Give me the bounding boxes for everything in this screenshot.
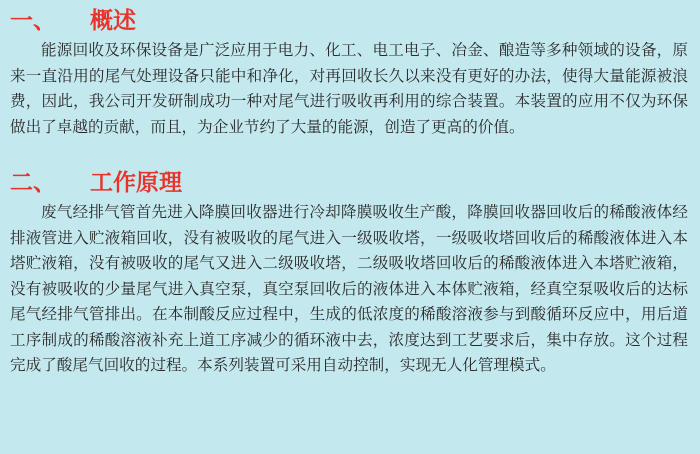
section-number: 二、	[10, 170, 56, 196]
section-title-text: 工作原理	[90, 170, 182, 196]
section-heading-overview	[10, 6, 690, 36]
section-heading-principle	[10, 168, 690, 198]
section-body-overview: 能源回收及环保设备是广泛应用于电力、化工、电工电子、冶金、酿造等多种领域的设备，原来一直沿用的尾气处理设备只能中和净化，对再回收长久以来没有更好的办法，使得大量能源被浪费，因此，我公司开发研制成功一种对尾气进行吸收再利用的综合装置。本装置的应用不仅为环保做出了卓越的贡献，而且，为企业节约了大量的能源，创造了更高的价值。	[10, 41, 688, 136]
section-working-principle	[10, 168, 690, 379]
section-overview	[10, 6, 690, 140]
section-body-principle: 废气经排气管首先进入降膜回收器进行冷却降膜吸收生产酸，降膜回收器回收后的稀酸液体经排液管进入贮液箱回收，没有被吸收的尾气进入一级吸收塔，一级吸收塔回收后的稀酸液体进入本塔贮液箱，没有被吸收的尾气又进入二级吸收塔，二级吸收塔回收后的稀酸液体进入本塔贮液箱，没有被吸收的少量尾气进入真空泵，真空泵回收后的液体进入本体贮液箱，经真空泵吸收后的达标尾气经排气管排出。在本制酸反应过程中，生成的低浓度的稀酸溶液参与到酸循环反应中，用后道工序制成的稀酸溶液补充上道工序减少的循环液中去，浓度达到工艺要求后，集中存放。这个过程完成了酸尾气回收的过程。本系列装置可采用自动控制，实现无人化管理模式。	[10, 203, 688, 374]
section-title-text: 概述	[90, 8, 136, 34]
section-number: 一、	[10, 8, 56, 34]
